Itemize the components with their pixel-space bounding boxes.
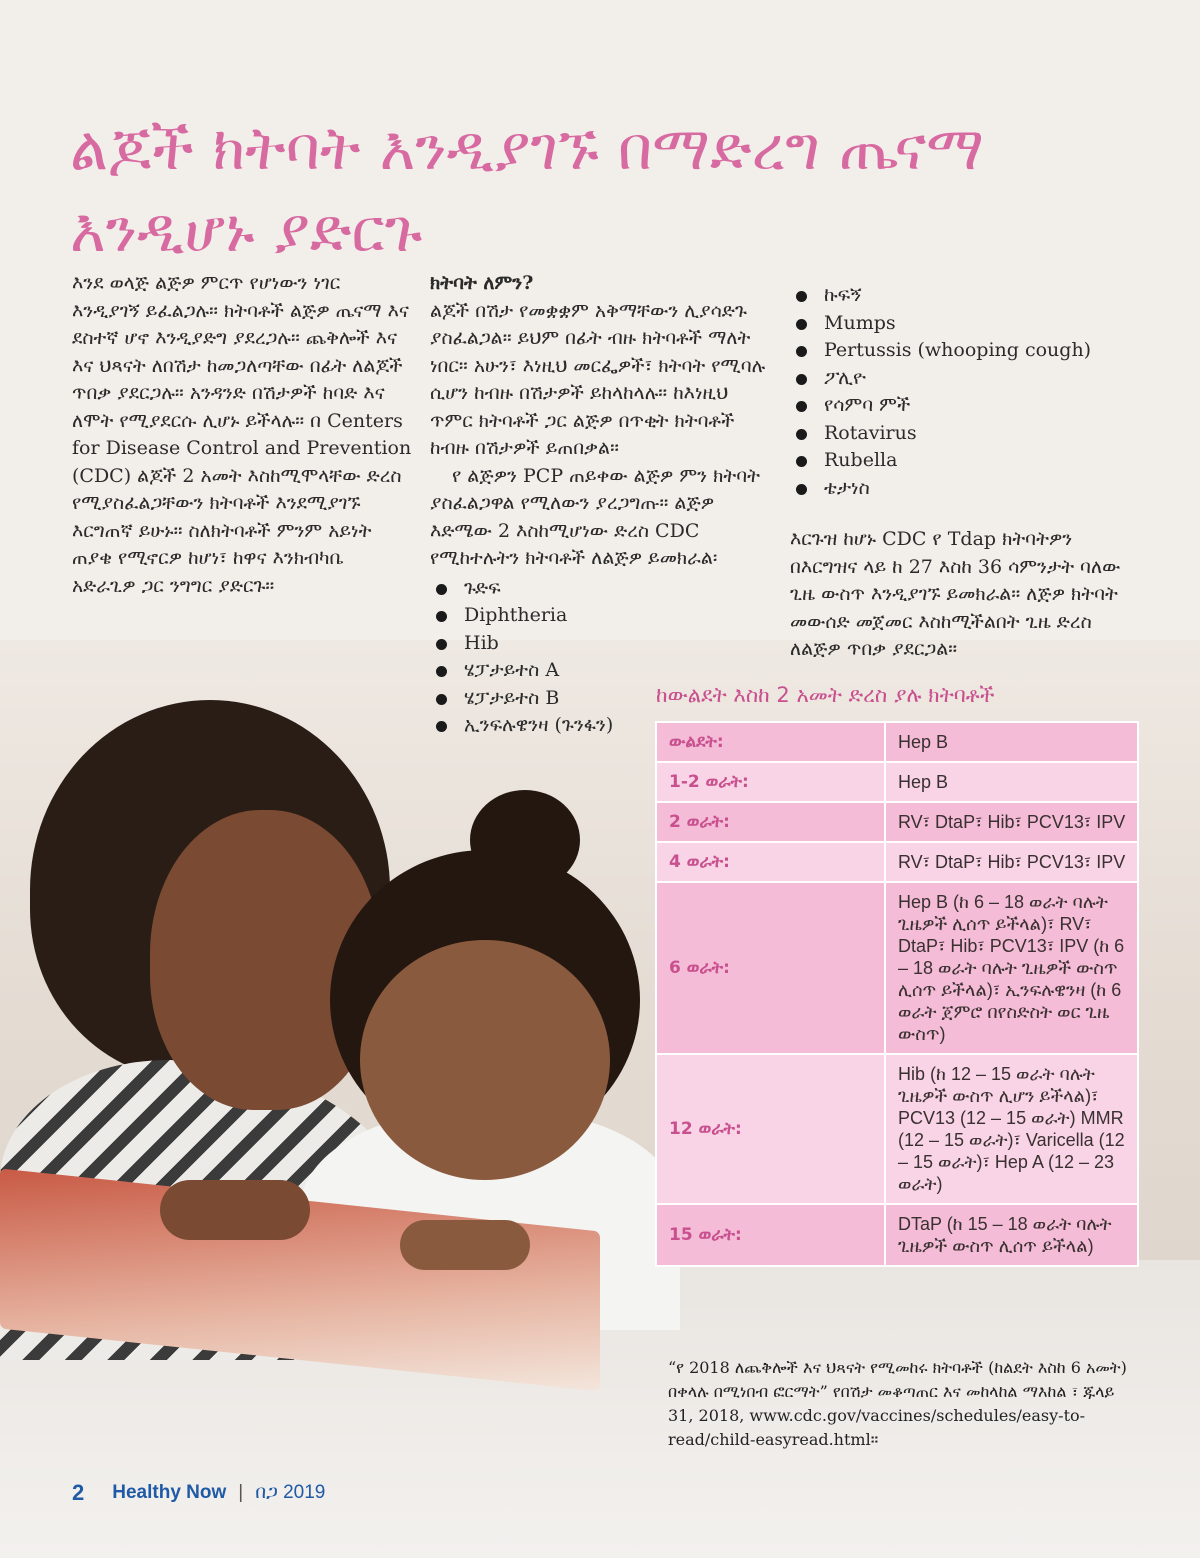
diseases-continued-column bbox=[790, 280, 1130, 664]
footer-separator: | bbox=[238, 1482, 244, 1503]
why-vaccines-column bbox=[430, 270, 770, 740]
list-item: ሄፓታይተስ A bbox=[430, 657, 770, 685]
list-item: ጉድፍ bbox=[430, 575, 770, 603]
list-item: Diphtheria bbox=[430, 602, 770, 630]
vaccines-cell: Hep B (ከ 6 – 18 ወራት ባሉት ጊዜዎች ሊሰጥ ይችላል)፣ RV፣ DtaP፣ Hib፣ PCV13፣ IPV (ከ 6 – 18 ወራት ባሉት ጊዜዎች ውስጥ ሊሰጥ ይችላል)፣ ኢንፍሉዌንዛ (ከ 6 ወራት ጀምሮ በየስድስት ወር ጊዜ ውስጥ) bbox=[885, 882, 1138, 1054]
vaccines-cell: Hep B bbox=[885, 762, 1138, 802]
vaccines-cell: RV፣ DtaP፣ Hib፣ PCV13፣ IPV bbox=[885, 842, 1138, 882]
list-item: ቴታነስ bbox=[790, 475, 1130, 503]
list-item: ሄፓታይተስ B bbox=[430, 685, 770, 713]
list-item: Rotavirus bbox=[790, 420, 1130, 448]
mother-hand bbox=[160, 1180, 310, 1240]
list-item: የሳምባ ምች bbox=[790, 392, 1130, 420]
child-hand bbox=[400, 1220, 530, 1270]
why-vaccines-paragraph: ልጆች በሽታ የመቋቋም አቅማቸውን ሊያሳድጉ ያስፈልጋል። ይህም በፊት ብዙ ክትባቶች ማለት ነበር። አሁን፣ እነዚህ መርፌዎች፣ ክትባት የሚባሉ ሲሆን ከብዙ በሽታዎች ይከላከላሉ። ከእነዚህ ጥምር ክትባቶች ጋር ልጅዎ በጥቂት ክትባቶች ከብዙ በሽታዎች ይጠበቃል። bbox=[430, 299, 766, 459]
intro-column bbox=[72, 270, 412, 600]
age-cell: 6 ወራት: bbox=[656, 882, 885, 1054]
schedule-table-title: ከውልደት እስከ 2 አመት ድረስ ያሉ ክትባቶች bbox=[656, 683, 995, 707]
page-footer bbox=[72, 1478, 325, 1508]
list-item: ኢንፍሉዌንዛ (ጉንፋን) bbox=[430, 712, 770, 740]
table-row bbox=[656, 722, 1138, 762]
table-row bbox=[656, 762, 1138, 802]
list-item: Pertussis (whooping cough) bbox=[790, 337, 1130, 365]
table-row bbox=[656, 1054, 1138, 1204]
age-cell: 4 ወራት: bbox=[656, 842, 885, 882]
vaccine-schedule-table bbox=[655, 721, 1139, 1267]
age-cell: 2 ወራት: bbox=[656, 802, 885, 842]
child-hair-bun bbox=[470, 790, 580, 890]
age-cell: 15 ወራት: bbox=[656, 1204, 885, 1266]
list-item: Mumps bbox=[790, 310, 1130, 338]
issue-date: በጋ 2019 bbox=[255, 1482, 326, 1503]
vaccines-cell: RV፣ DtaP፣ Hib፣ PCV13፣ IPV bbox=[885, 802, 1138, 842]
list-item: ፖሊዮ bbox=[790, 365, 1130, 393]
vaccines-cell: Hib (ከ 12 – 15 ወራት ባሉት ጊዜዎች ውስጥ ሊሆን ይችላል)፣ PCV13 (12 – 15 ወራት) MMR (12 – 15 ወራት)፣ Varicella (12 – 15 ወራት)፣ Hep A (12 – 23 ወራት) bbox=[885, 1054, 1138, 1204]
age-cell: 1-2 ወራት: bbox=[656, 762, 885, 802]
vaccines-cell: DTaP (ከ 15 – 18 ወራት ባሉት ጊዜዎች ውስጥ ሊሰጥ ይችላል) bbox=[885, 1204, 1138, 1266]
disease-list-continued bbox=[790, 282, 1130, 502]
age-cell: 12 ወራት: bbox=[656, 1054, 885, 1204]
table-row bbox=[656, 842, 1138, 882]
page-title: ልጆች ክትባት እንዲያገኙ በማድረግ ጤናማ እንዲሆኑ ያድርጉ bbox=[70, 114, 985, 266]
pregnancy-tdap-note: እርጉዝ ከሆኑ CDC የ Tdap ክትባትዎን በእርግዝና ላይ ከ 27 እስከ 36 ሳምንታት ባለው ጊዜ ውስጥ እንዲያገኙ ይመክራል። ለጅዎ ክትባት መውሰድ መጀመር እስከሚችልበት ጊዜ ድረስ ለልጅዎ ጥበቃ ያደርጋል። bbox=[790, 528, 1121, 660]
disease-list bbox=[430, 575, 770, 740]
ask-pcp-paragraph: የ ልጅዎን PCP ጠይቀው ልጅዎ ምን ክትባት ያስፈልጋዋል የሚለውን ያረጋግጡ። ልጅዎ እድሜው 2 እስከሚሆነው ድረስ CDC የሚከተሉትን ክትባቶች ለልጅዎ ይመክራል፡ bbox=[430, 464, 760, 569]
publication-name: Healthy Now bbox=[112, 1482, 227, 1503]
child-face bbox=[360, 940, 610, 1180]
intro-paragraph: እንደ ወላጅ ልጅዎ ምርጥ የሆነውን ነገር እንዲያገኝ ይፈልጋሉ። ክትባቶች ልጅዎ ጤናማ እና ደስተኛ ሆኖ እንዲያድግ ያደረጋሉ። ጨቅሎች እና እና ህጻናት ለበሽታ ከመጋለጣቸው በፊት ለልጆች ጥበቃ ያደርጋሉ። አንዳንድ በሽታዎች ከባድ እና ለሞት የሚያደርሱ ሊሆኑ ይችላሉ። በ Centers for Disease Control and Prevention (CDC) ልጆች 2 አመት እስከሚሞላቸው ድረስ የሚያስፈልጋቸውን ክትባቶች እንደሚያገኙ እርግጠኛ ይሁኑ። ስለክትባቶች ምንም አይነት ጠያቄ የሚኖርዎ ከሆነ፣ ከዋና እንክብካቤ አድራጊዎ ጋር ንግግር ያድርጉ። bbox=[72, 272, 412, 597]
why-vaccines-heading: ክትባት ለምን? bbox=[430, 272, 534, 294]
page-number: 2 bbox=[72, 1480, 85, 1505]
table-row bbox=[656, 802, 1138, 842]
list-item: ኩፍኝ bbox=[790, 282, 1130, 310]
table-row bbox=[656, 882, 1138, 1054]
list-item: Hib bbox=[430, 630, 770, 658]
vaccines-cell: Hep B bbox=[885, 722, 1138, 762]
list-item: Rubella bbox=[790, 447, 1130, 475]
table-row bbox=[656, 1204, 1138, 1266]
source-citation: “የ 2018 ለጨቅሎች እና ህጻናት የሚመከሩ ክትባቶች (ከልደት እስከ 6 አመት) በቀላሉ በሚነበብ ፎርማት” የበሽታ መቆጣጠር እና መከላከል ማእከል ፣ ጁላይ 31, 2018, www.cdc.gov/vaccines/schedules/easy-to-read/child-easyread.html። bbox=[668, 1358, 1127, 1449]
age-cell: ውልደት: bbox=[656, 722, 885, 762]
